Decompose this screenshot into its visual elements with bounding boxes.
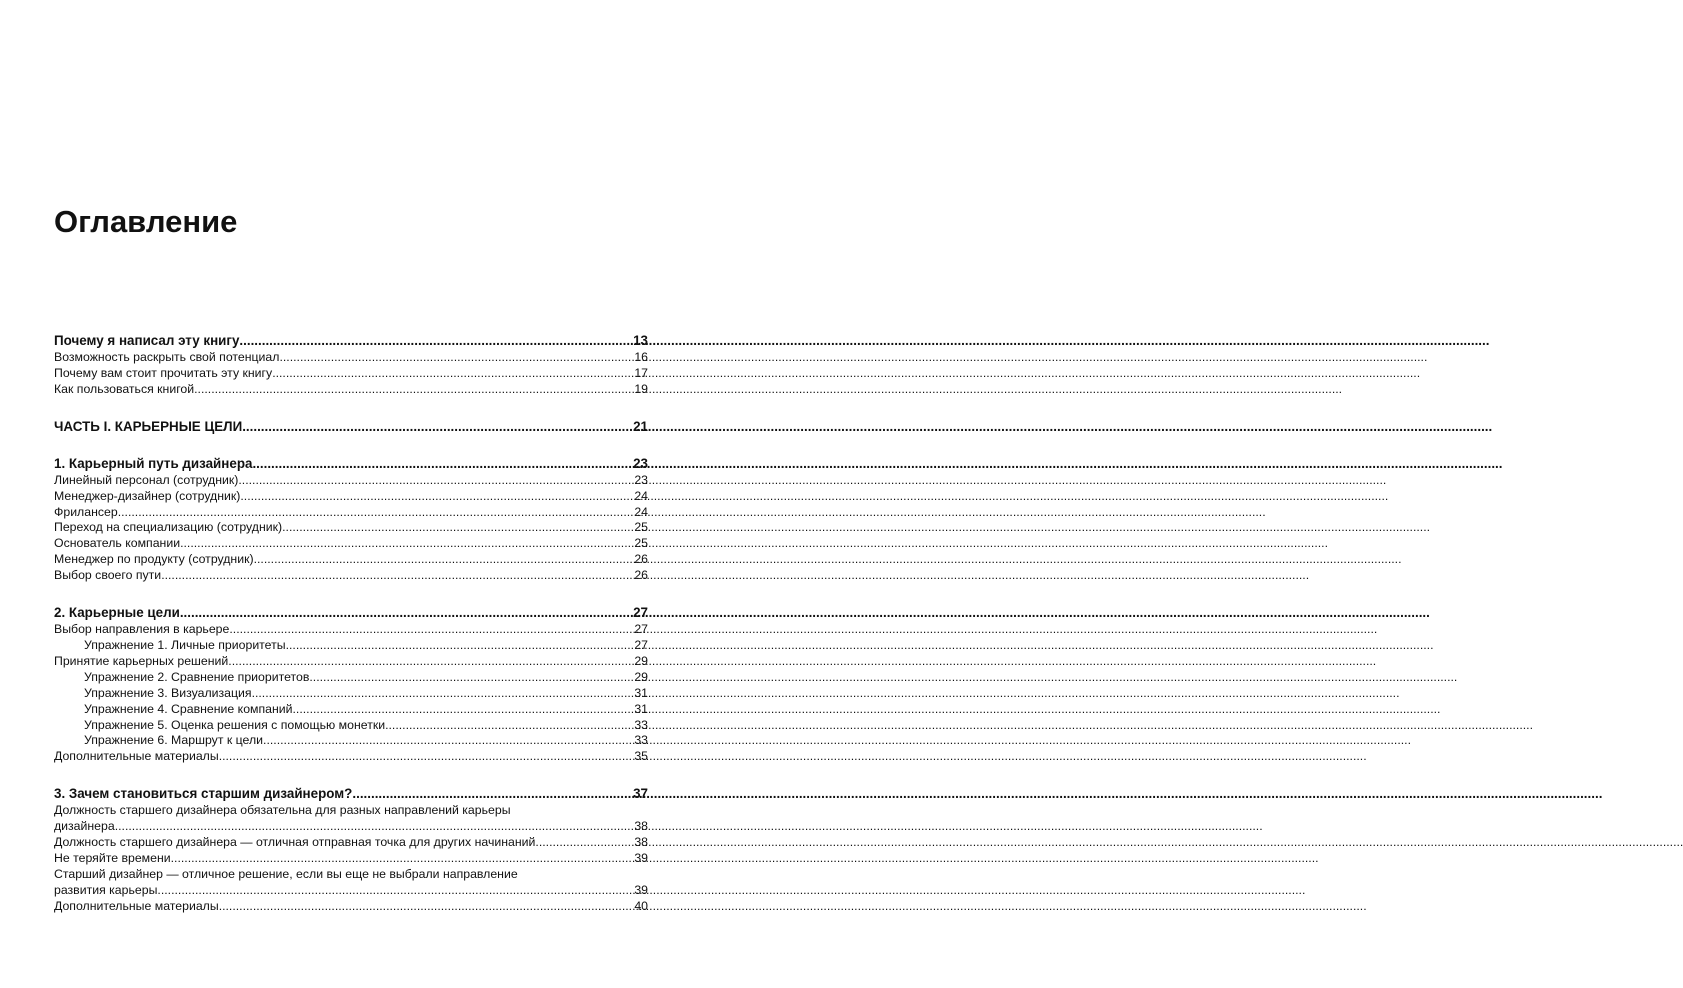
toc-entry-title-line: Старший дизайнер — отличное решение, если вы еще не выбрали направление xyxy=(54,866,518,881)
toc-entry-title: Упражнение 4. Сравнение компаний xyxy=(84,701,293,716)
toc-chapter-entry[interactable] xyxy=(54,604,648,621)
toc-entry[interactable] xyxy=(54,899,648,915)
toc-entry[interactable] xyxy=(54,835,648,851)
toc-page-number: 40 xyxy=(634,898,648,913)
toc-chapter-entry[interactable] xyxy=(54,418,648,435)
toc-dot-leader xyxy=(535,835,634,851)
toc-entry-title: Линейный персонал (сотрудник) xyxy=(54,472,239,487)
toc-page-number: 33 xyxy=(634,717,648,732)
toc-page-number: 39 xyxy=(634,882,648,897)
toc-dot-leader xyxy=(219,749,635,765)
toc-page-number: 33 xyxy=(634,733,648,748)
toc-entry[interactable] xyxy=(54,536,648,552)
toc-dot-leader xyxy=(282,520,634,536)
toc-entry-title: Дополнительные материалы xyxy=(54,749,219,764)
toc-dot-leader xyxy=(118,505,635,521)
toc-dot-leader xyxy=(263,733,634,749)
toc-entry-title: Должность старшего дизайнера — отличная отправная точка для других начинаний xyxy=(54,835,536,850)
page-title: Оглавление xyxy=(54,204,238,239)
toc-page-number: 24 xyxy=(634,504,648,519)
toc-entry[interactable] xyxy=(54,489,648,505)
toc-page-number: 27 xyxy=(634,622,648,637)
toc-dot-leader xyxy=(352,785,633,802)
toc-dot-leader xyxy=(115,819,635,835)
toc-section xyxy=(54,604,648,765)
toc-page-number: 24 xyxy=(634,488,648,503)
toc-dot-leader xyxy=(180,604,633,621)
toc-page-number: 27 xyxy=(633,605,648,621)
toc-chapter-entry[interactable] xyxy=(54,785,648,802)
toc-entry[interactable] xyxy=(54,473,648,489)
toc-entry-title: Почему я написал эту книгу xyxy=(54,333,240,348)
toc-chapter-entry[interactable] xyxy=(54,332,648,349)
toc-entry[interactable] xyxy=(54,638,648,654)
toc-page-number: 19 xyxy=(634,381,648,396)
toc-page-number: 38 xyxy=(634,819,648,834)
toc-dot-leader xyxy=(228,654,634,670)
toc-page-number: 23 xyxy=(634,472,648,487)
toc-entry[interactable] xyxy=(54,851,648,867)
toc-entry-title: Упражнение 1. Личные приоритеты xyxy=(84,637,286,652)
toc-dot-leader xyxy=(157,883,634,899)
toc-dot-leader xyxy=(279,350,634,366)
toc-entry-title: Почему вам стоит прочитать эту книгу xyxy=(54,365,273,380)
toc-page-number: 35 xyxy=(634,749,648,764)
toc-entry-title: 2. Карьерные цели xyxy=(54,605,180,621)
toc-page-number: 39 xyxy=(634,850,648,865)
toc-dot-leader xyxy=(385,718,634,734)
toc-dot-leader xyxy=(286,638,635,654)
toc-section xyxy=(54,332,648,398)
toc-entry-title: 1. Карьерный путь дизайнера xyxy=(54,455,253,471)
toc-dot-leader xyxy=(180,536,634,552)
toc-dot-leader xyxy=(240,489,634,505)
toc-page-number: 25 xyxy=(634,520,648,535)
toc-dot-leader xyxy=(239,332,633,349)
toc-dot-leader xyxy=(219,899,635,915)
toc-entry[interactable] xyxy=(54,883,648,899)
toc-entry[interactable] xyxy=(54,733,648,749)
toc-page-number: 31 xyxy=(634,685,648,700)
toc-page-number: 13 xyxy=(633,333,648,348)
toc-entry-title: Упражнение 2. Сравнение приоритетов xyxy=(84,669,310,684)
toc-entry-title-line: Должность старшего дизайнера обязательна для разных направлений карьеры xyxy=(54,803,511,818)
toc-entry[interactable] xyxy=(54,702,648,718)
toc-dot-leader xyxy=(309,670,634,686)
toc-page-number: 29 xyxy=(634,669,648,684)
toc-entry[interactable] xyxy=(54,366,648,382)
toc-entry-title: Не теряйте времени xyxy=(54,850,171,865)
toc-page-number: 21 xyxy=(633,418,648,434)
toc-entry-title: развития карьеры xyxy=(54,882,158,897)
toc-entry[interactable] xyxy=(54,568,648,584)
toc-entry[interactable] xyxy=(54,686,648,702)
toc-dot-leader xyxy=(252,455,633,472)
toc-entry-title: Принятие карьерных решений xyxy=(54,653,229,668)
toc-entry-title: Упражнение 3. Визуализация xyxy=(84,685,252,700)
toc-entry[interactable] xyxy=(54,749,648,765)
toc-page-number: 31 xyxy=(634,701,648,716)
toc-entry-title: Дополнительные материалы xyxy=(54,898,219,913)
toc-entry-title: Менеджер-дизайнер (сотрудник) xyxy=(54,488,241,503)
toc-page-number: 27 xyxy=(634,637,648,652)
toc-entry[interactable] xyxy=(54,552,648,568)
toc-dot-leader xyxy=(229,622,634,638)
toc-entry[interactable] xyxy=(54,819,648,835)
toc-page-number: 26 xyxy=(634,568,648,583)
toc-dot-leader xyxy=(194,382,634,398)
toc-entry-title: ЧАСТЬ I. КАРЬЕРНЫЕ ЦЕЛИ xyxy=(54,418,243,434)
toc-page-number: 37 xyxy=(633,786,648,802)
toc-entry-title: Фрилансер xyxy=(54,504,118,519)
toc-entry-title: 3. Зачем становиться старшим дизайнером? xyxy=(54,786,353,802)
toc-page-number: 29 xyxy=(634,653,648,668)
toc-entry-title: Упражнение 6. Маршрут к цели xyxy=(84,733,264,748)
toc-entry[interactable] xyxy=(54,520,648,536)
toc-entry-title: дизайнера xyxy=(54,819,115,834)
toc-entry[interactable] xyxy=(54,622,648,638)
toc-section xyxy=(54,418,648,435)
toc-entry[interactable] xyxy=(54,382,648,398)
toc-page-number: 16 xyxy=(634,350,648,364)
toc-section xyxy=(54,455,648,584)
toc-dot-leader xyxy=(171,851,635,867)
toc-entry[interactable] xyxy=(54,350,648,366)
toc-dot-leader xyxy=(293,702,635,718)
toc-entry-title: Возможность раскрыть свой потенциал xyxy=(54,350,280,364)
toc-dot-leader xyxy=(242,418,633,435)
toc-dot-leader xyxy=(238,473,634,489)
toc-entry-title: Упражнение 5. Оценка решения с помощью монетки xyxy=(84,717,386,732)
toc-entry[interactable] xyxy=(54,505,648,521)
toc-page-number: 23 xyxy=(633,455,648,471)
toc-entry-title: Выбор направления в карьере xyxy=(54,622,230,637)
toc-page-number: 38 xyxy=(634,835,648,850)
toc-dot-leader xyxy=(272,366,634,382)
toc-entry-title: Менеджер по продукту (сотрудник) xyxy=(54,552,254,567)
toc-page-number: 26 xyxy=(634,552,648,567)
toc-section xyxy=(54,785,648,914)
toc-entry[interactable] xyxy=(54,718,648,734)
toc-entry-title: Основатель компании xyxy=(54,536,181,551)
table-of-contents xyxy=(54,332,648,935)
toc-entry[interactable] xyxy=(54,670,648,686)
toc-entry[interactable] xyxy=(54,654,648,670)
toc-entry-title: Как пользоваться книгой xyxy=(54,381,195,396)
toc-page-number: 17 xyxy=(634,365,648,380)
toc-entry-title: Выбор своего пути xyxy=(54,568,162,583)
toc-chapter-entry[interactable] xyxy=(54,455,648,472)
toc-entry-title: Переход на специализацию (сотрудник) xyxy=(54,520,283,535)
toc-page-number: 25 xyxy=(634,536,648,551)
toc-dot-leader xyxy=(161,568,634,584)
toc-dot-leader xyxy=(254,552,635,568)
toc-dot-leader xyxy=(252,686,635,702)
